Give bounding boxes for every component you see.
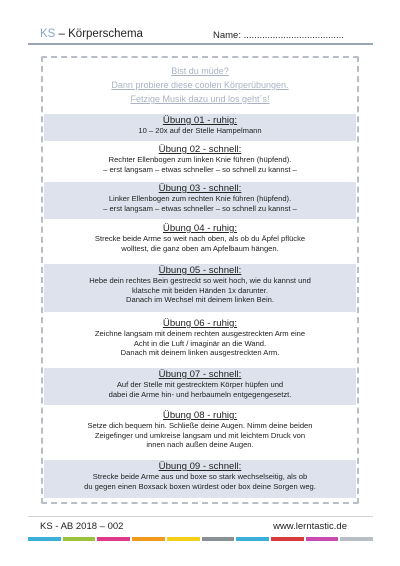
exercise-line: – erst langsam – etwas schneller – so schnell zu kannst –: [103, 203, 297, 213]
color-stripe-segment: [340, 537, 373, 541]
exercise-title: Übung 03 - schnell:: [158, 183, 242, 194]
exercise-line: innen nach außen deine Augen.: [146, 440, 254, 450]
color-stripe-bar: [28, 537, 373, 541]
exercise-line: Strecke beide Arme aus und boxe so stark wechselseitig, als ob: [92, 472, 308, 481]
exercise-line: klatsche mit beiden Händen 1x darunter.: [132, 285, 268, 295]
color-stripe-segment: [236, 537, 269, 541]
subject-abbreviation: KS: [40, 28, 56, 40]
exercise-line: – erst langsam – etwas schneller – so schnell zu kannst –: [103, 164, 297, 174]
exercise-line: Zeigefinger und umkreise langsam und mit leichtem Druck von: [94, 430, 306, 440]
color-stripe-segment: [271, 537, 304, 541]
exercise-line: dabei die Arme hin- und herbaumeln entgegengesetzt.: [108, 389, 292, 399]
exercise-title: Übung 04 - ruhig:: [162, 223, 238, 234]
exercise-line: 10 – 20x auf der Stelle Hampelmann: [138, 126, 262, 135]
exercise-title: Übung 02 - schnell:: [158, 144, 242, 155]
color-stripe-segment: [28, 537, 61, 541]
exercise-line: Rechter Ellenbogen zum linken Knie führen (hüpfend).: [108, 155, 292, 164]
exercise-03: [44, 182, 356, 219]
exercise-09: [44, 460, 356, 498]
worksheet-title: [40, 28, 143, 40]
exercise-line: Zeichne langsam mit deinem rechten ausgestreckten Arm eine: [94, 329, 306, 338]
exercise-line: Danach im Wechsel mit deinem linken Bein.: [125, 295, 274, 305]
exercise-07: [44, 368, 356, 405]
header-divider: [28, 43, 373, 45]
exercise-08: [44, 409, 356, 457]
exercise-02: [44, 143, 356, 180]
exercise-line: Linker Ellenbogen zum rechten Knie führen (hüpfend).: [108, 194, 292, 203]
name-field: Name: ......................................: [213, 30, 344, 41]
exercise-05: [44, 264, 356, 312]
intro-line: Bist du müde?: [171, 66, 229, 76]
worksheet-code: KS - AB 2018 – 002: [40, 521, 124, 532]
exercise-line: Setze dich bequem hin. Schließe deine Augen. Nimm deine beiden: [87, 421, 313, 430]
exercise-01: [44, 114, 356, 141]
page-header: [28, 26, 373, 46]
color-stripe-segment: [132, 537, 165, 541]
exercise-line: du gegen einen Boxsack boxen würdest oder box deine Sorgen weg.: [84, 481, 316, 491]
website-url: www.lerntastic.de: [273, 521, 347, 532]
exercise-line: Auf der Stelle mit gestrecktem Körper hüpfen und: [116, 380, 284, 389]
intro-line: Dann probiere diese coolen Körperübungen.: [111, 80, 289, 90]
exercise-title: Übung 08 - ruhig:: [162, 410, 238, 421]
footer-divider: [28, 516, 373, 517]
exercise-title: Übung 09 - schnell:: [158, 461, 242, 472]
exercise-line: Hebe dein rechtes Bein gestreckt so weit hoch, wie du kannst und: [89, 276, 311, 285]
color-stripe-segment: [306, 537, 339, 541]
color-stripe-segment: [97, 537, 130, 541]
color-stripe-segment: [202, 537, 235, 541]
exercise-line: wolltest, die ganz oben am Apfelbaum hängen.: [121, 243, 279, 253]
exercise-06: [44, 317, 356, 365]
exercise-04: [44, 222, 356, 259]
exercise-title: Übung 05 - schnell:: [158, 265, 242, 276]
exercise-title: Übung 06 - ruhig:: [162, 318, 238, 329]
exercise-title: Übung 07 - schnell:: [158, 369, 242, 380]
worksheet-title-text: – Körperschema: [55, 28, 143, 40]
exercise-title: Übung 01 - ruhig:: [162, 115, 238, 126]
exercise-line: Danach mit deinem linken ausgestreckten Arm.: [120, 348, 280, 358]
color-stripe-segment: [167, 537, 200, 541]
color-stripe-segment: [63, 537, 96, 541]
exercise-line: Acht in die Luft / imaginär an die Wand.: [133, 338, 267, 348]
intro-line: Fetzige Musik dazu und los geht´s!: [130, 94, 270, 104]
exercise-line: Strecke beide Arme so weit nach oben, als ob du Äpfel pflücke: [94, 234, 306, 243]
intro-text: [44, 64, 356, 106]
